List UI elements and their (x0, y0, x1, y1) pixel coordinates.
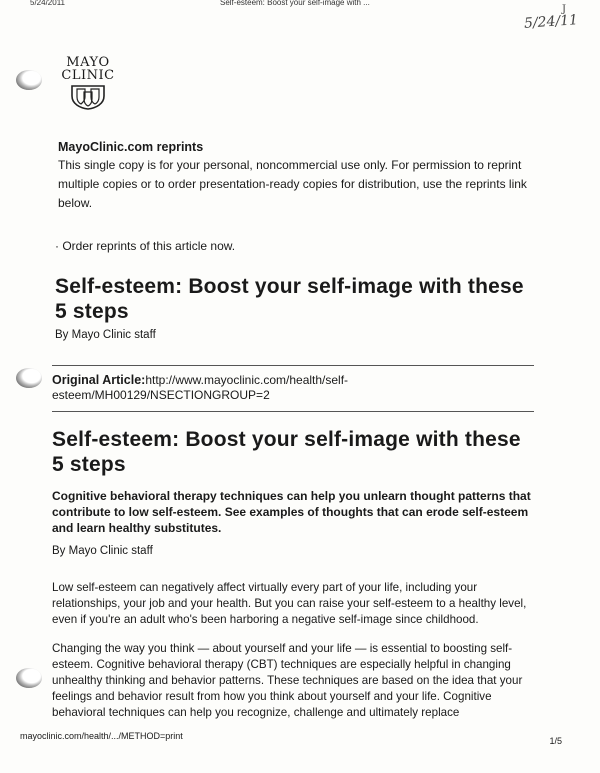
article-byline-secondary: By Mayo Clinic staff (52, 545, 153, 557)
punch-hole-icon (16, 668, 42, 688)
article-paragraph: Changing the way you think — about yourself and your life — is essential to boosting self-esteem. Cognitive behavioral therapy (CBT) techniques are especially helpful in changing unhealthy thinking and behavior patterns. These techniques are based on the idea that your feelings and behavior result from how you think about yourself and your life. Cognitive behavioral techniques can help you recognize, challenge and ultimately replace (52, 642, 523, 719)
order-reprints-link[interactable] (55, 239, 235, 253)
logo-text-line2: CLINIC (61, 68, 115, 83)
original-article-line (52, 373, 482, 403)
punch-hole-icon (16, 368, 42, 388)
divider (52, 411, 534, 412)
print-date: 5/24/2011 (30, 0, 65, 7)
reprints-notice: This single copy is for your personal, noncommercial use only. For permission to reprint multiple copies or to order presentation-ready copies for distribution, use the reprints link below. (58, 158, 527, 210)
article-byline: By Mayo Clinic staff (55, 329, 156, 341)
original-article-label: Original Article: (52, 373, 146, 387)
order-reprints-label: Order reprints of this article now. (62, 239, 236, 253)
article-paragraph: Low self-esteem can negatively affect virtually every part of your life, including your relationships, your job and your health. But you can raise your self-esteem to a healthy level, even if you're an adult who's been harboring a negative self-image since childhood. (52, 581, 527, 626)
page-number: 1/5 (549, 736, 562, 746)
article-summary: Cognitive behavioral therapy techniques can help you unlearn thought patterns that contribute to low self-esteem. See examples of thoughts that can erode self-esteem and learn healthy substitutes. (52, 489, 531, 535)
bullet-icon: · (55, 239, 59, 253)
article-title: Self-esteem: Boost your self-image with these 5 steps (55, 275, 524, 323)
reprints-heading: MayoClinic.com reprints (58, 140, 204, 154)
footer-url: mayoclinic.com/health/.../METHOD=print (20, 731, 183, 741)
mayo-clinic-logo (48, 56, 128, 110)
original-article-url[interactable]: http://www.mayoclinic.com/health/self-esteem/MH00129/NSECTIONGROUP=2 (52, 373, 349, 402)
handwritten-date: 5/24/11 (523, 12, 579, 32)
logo-text-line1: MAYO (66, 55, 110, 70)
article-heading: Self-esteem: Boost your self-image with these 5 steps (52, 428, 521, 476)
shield-icon (70, 84, 106, 110)
divider (52, 365, 534, 366)
handwritten-mark: J (561, 4, 566, 15)
punch-hole-icon (16, 70, 42, 90)
print-page-title: Self-esteem: Boost your self-image with ... (220, 0, 370, 7)
